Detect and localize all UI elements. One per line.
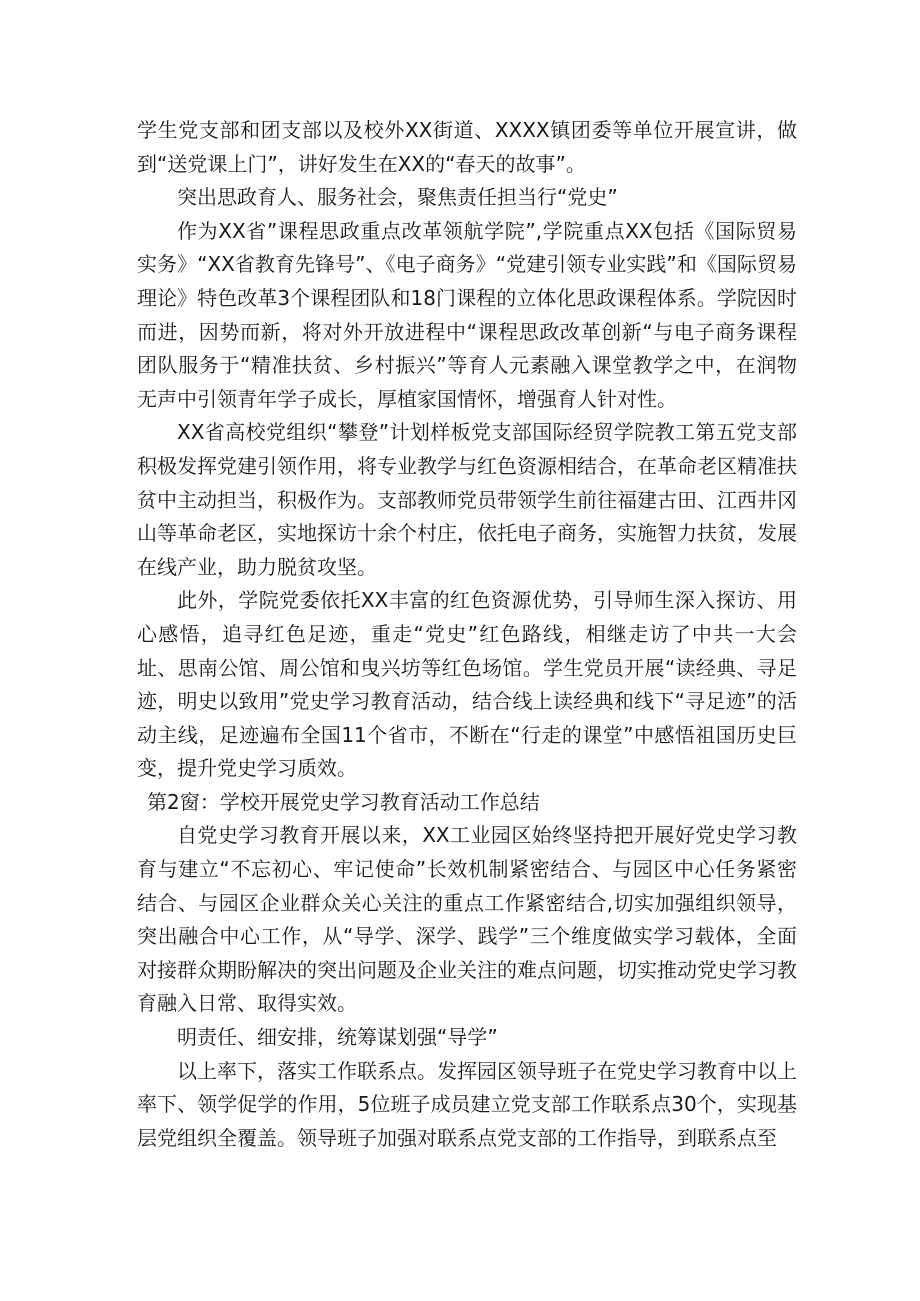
section-heading-guided-study: 明责任、细安排，统筹谋划强“导学” [177,1025,498,1050]
paragraph-course-reform: 作为XX省”课程思政重点改革领航学院”,学院重点XX包括《国际贸易实务》“XX省教育先锋号”、《电子商务》“党建引领专业实践”和《国际贸易理论》特色改革3个课程团队和18门课程的立体化思政课程体系。学院因时而进，因势而新，将对外开放进程中“课程思政改革创新“与电子商务课程团队服务于“精准扶贫、乡村振兴”等育人元素融入课堂教学之中，在润物无声中引领青年学子成长，厚植家国情怀，增强育人针对性。 [137,218,797,411]
paragraph-industrial-park: 自党史学习教育开展以来，XX工业园区始终坚持把开展好党史学习教育与建立“不忘初心、牢记使命”长效机制紧密结合、与园区中心任务紧密结合、与园区企业群众关心关注的重点工作紧密结合,切实加强组织领导，突出融合中心工作，从“导学、深学、践学”三个维度做实学习载体，全面对接群众期盼解决的突出问题及企业关注的难点问题，切实推动党史学习教育融入日常、取得实效。 [137,823,797,1016]
paragraph-continuation: 学生党支部和团支部以及校外XX街道、XXXX镇团委等单位开展宣讲，做到“送党课上门”，讲好发生在XX的“春天的故事”。 [137,118,797,176]
section-heading-civic-education: 突出思政育人、服务社会，聚焦责任担当行“党史” [177,185,618,210]
paragraph-party-branch: XX省高校党组织“攀登”计划样板党支部国际经贸学院教工第五党支部积极发挥党建引领作用，将专业教学与红色资源相结合，在革命老区精准扶贫中主动担当，积极作为。支部教师党员带领学生前往福建古田、江西井冈山等革命老区，实地探访十余个村庄，依托电子商务，实施智力扶贫，发展在线产业，助力脱贫攻坚。 [137,420,797,579]
document-body [137,114,797,1155]
paragraph-leadership-contact: 以上率下，落实工作联系点。发挥园区领导班子在党史学习教育中以上率下、领学促学的作用，5位班子成员建立党支部工作联系点30个，实现基层党组织全覆盖。领导班子加强对联系点党支部的工作指导，到联系点至 [137,1058,797,1150]
paragraph-red-resources: 此外，学院党委依托XX丰富的红色资源优势，引导师生深入探访、用心感悟，追寻红色足迹，重走“党史”红色路线，相继走访了中共一大会址、思南公馆、周公馆和曳兴坊等红色场馆。学生党员开展“读经典、寻足迹，明史以致用”党史学习教育活动，结合线上读经典和线下“寻足迹”的活动主线，足迹遍布全国11个省市，不断在“行走的课堂”中感悟祖国历史巨变，提升党史学习质效。 [137,588,797,781]
section-title-window-2: 第2窗：学校开展党史学习教育活动工作总结 [147,789,540,814]
